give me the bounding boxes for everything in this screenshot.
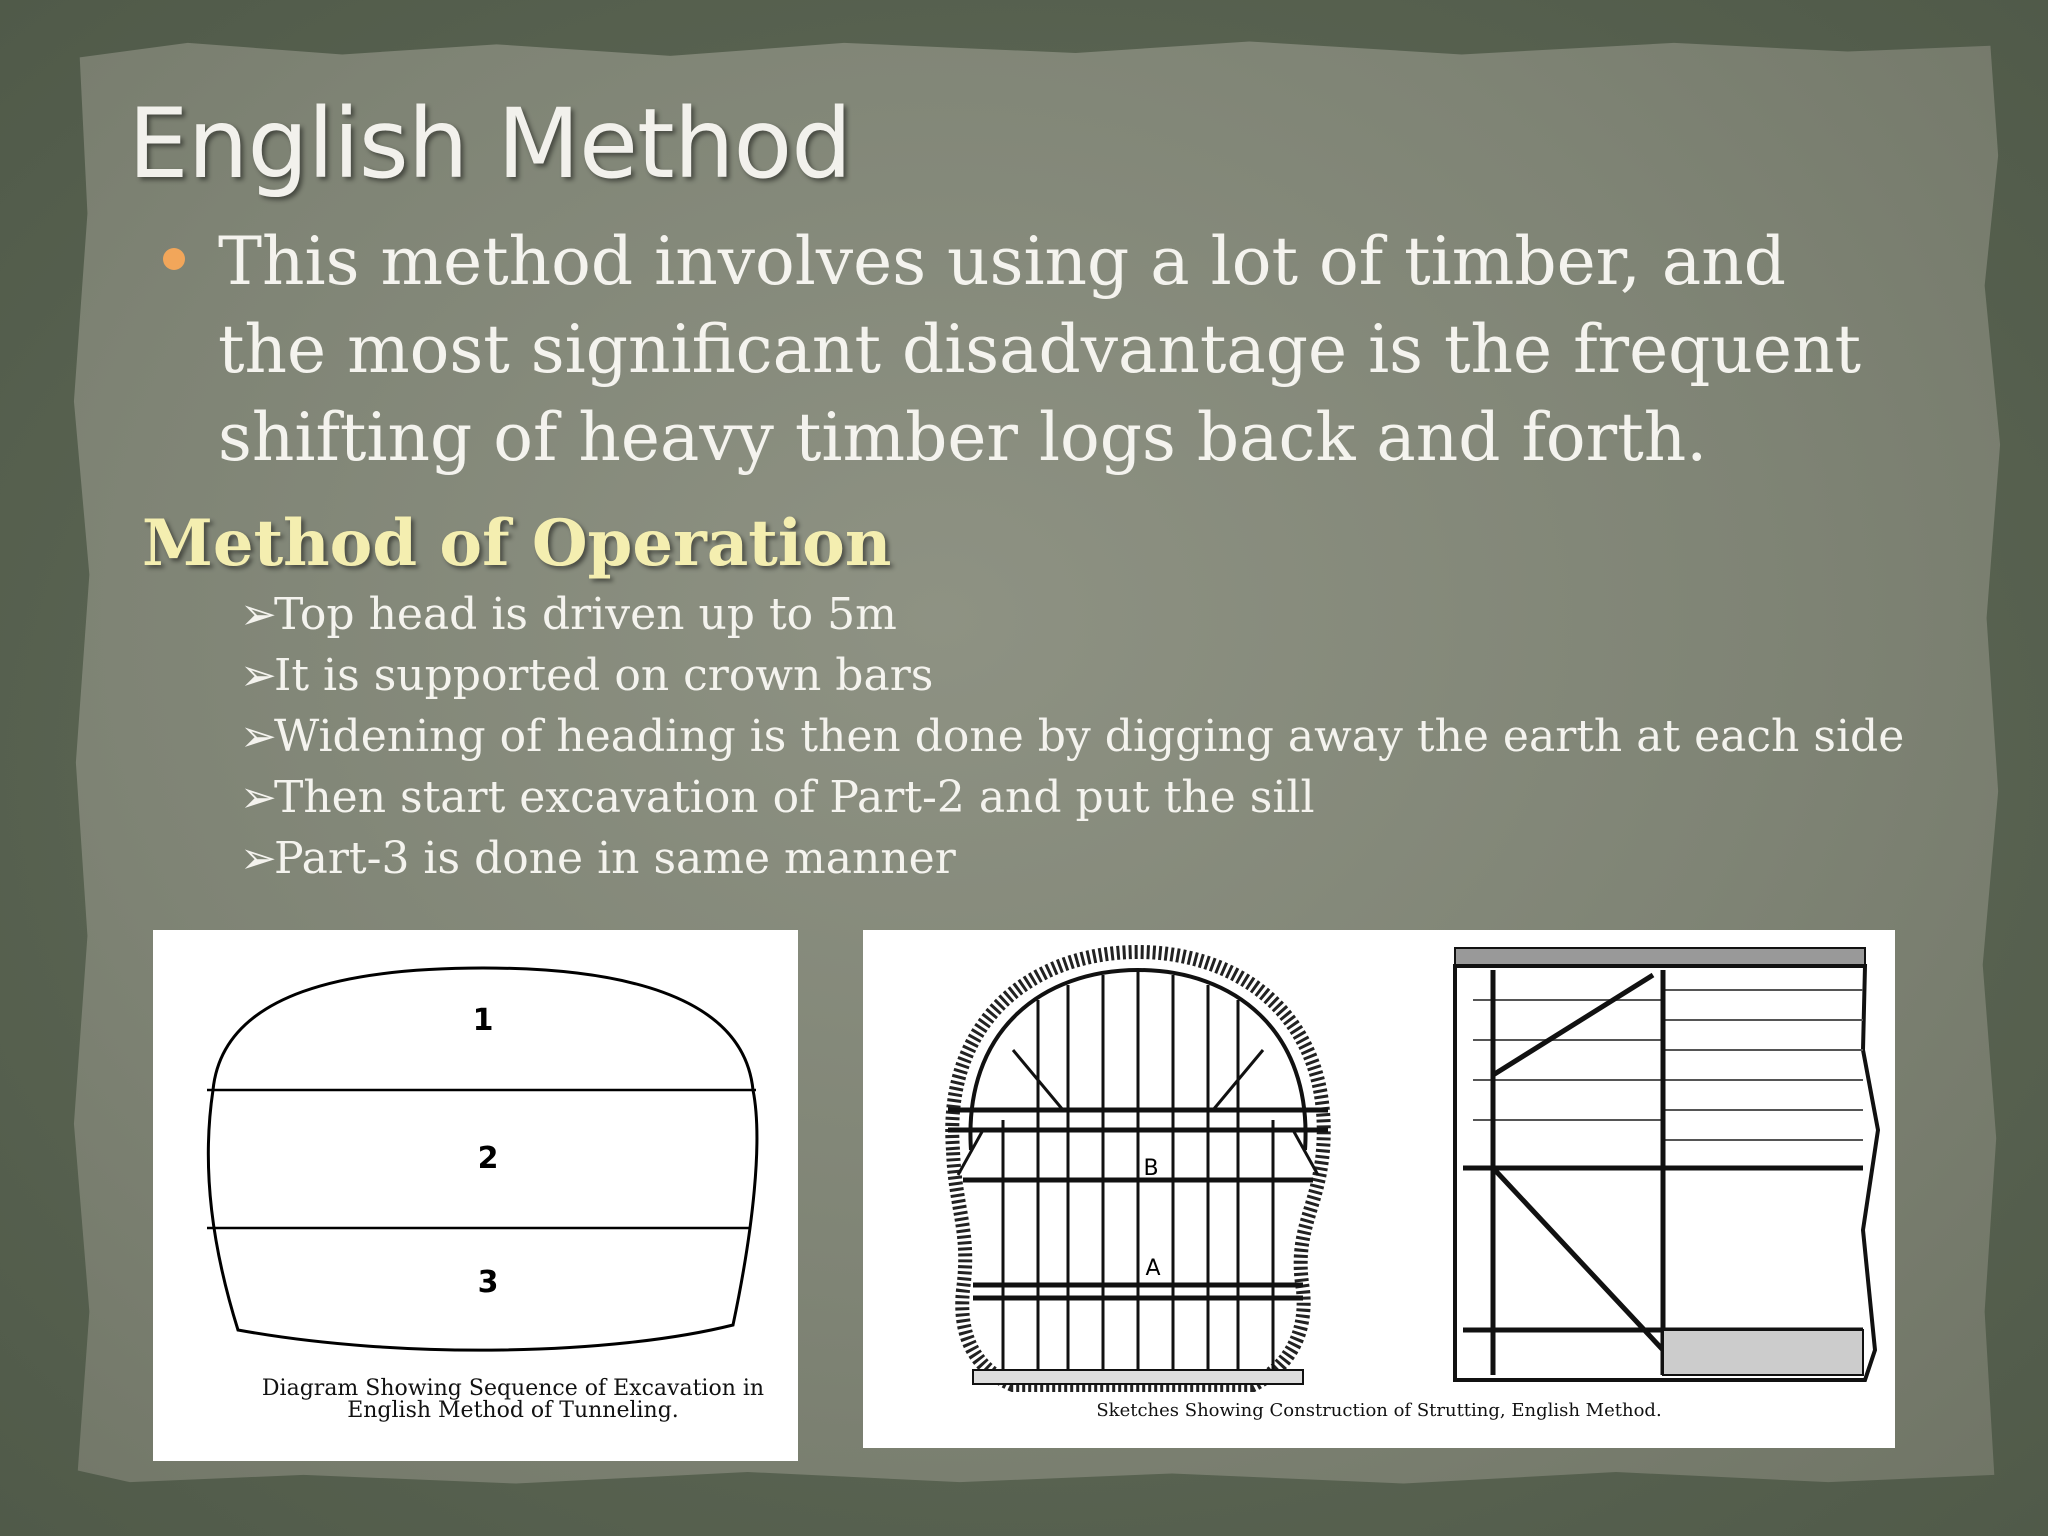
- strut-label-a: A: [1145, 1256, 1161, 1281]
- arrow-icon: ➢: [240, 833, 277, 884]
- strutting-sketch: [863, 930, 1895, 1448]
- list-item-text: It is supported on crown bars: [274, 650, 934, 701]
- bullet-text: This method involves using a lot of timber, and the most significant disadvantage is the frequent shifting of heavy timber logs back and forth.: [218, 223, 1861, 476]
- list-item: [240, 706, 1904, 767]
- arrow-icon: ➢: [240, 589, 277, 640]
- operation-list: [240, 584, 1904, 889]
- strut-label-b: B: [1143, 1156, 1159, 1181]
- arrow-icon: ➢: [240, 711, 277, 762]
- list-item-text: Widening of heading is then done by digging away the earth at each side: [274, 711, 1905, 762]
- list-item: [240, 767, 1904, 828]
- strutting-figure: [863, 930, 1895, 1448]
- list-item: [240, 584, 1904, 645]
- part-label-2: 2: [477, 1141, 499, 1176]
- arrow-icon: ➢: [240, 772, 277, 823]
- list-item-text: Then start excavation of Part-2 and put the sill: [274, 772, 1315, 823]
- list-item-text: Part-3 is done in same manner: [274, 833, 956, 884]
- section-heading: Method of Operation: [142, 506, 892, 581]
- list-item: [240, 645, 1904, 706]
- list-item-text: Top head is driven up to 5m: [274, 589, 897, 640]
- excavation-sequence-figure: [153, 930, 798, 1461]
- cross-section-sketch: [948, 952, 1328, 1385]
- figure2-caption: Sketches Showing Construction of Strutting, English Method.: [1096, 1400, 1662, 1421]
- slide-title: English Method: [128, 88, 852, 200]
- list-item: [240, 828, 1904, 889]
- part-label-1: 1: [472, 1003, 494, 1038]
- bullet-icon: [163, 248, 185, 270]
- figure1-caption: Diagram Showing Sequence of Excavation in English Method of Tunneling.: [261, 1376, 765, 1423]
- part-label-3: 3: [477, 1265, 499, 1300]
- arrow-icon: ➢: [240, 650, 277, 701]
- longitudinal-section-sketch: [1455, 948, 1878, 1380]
